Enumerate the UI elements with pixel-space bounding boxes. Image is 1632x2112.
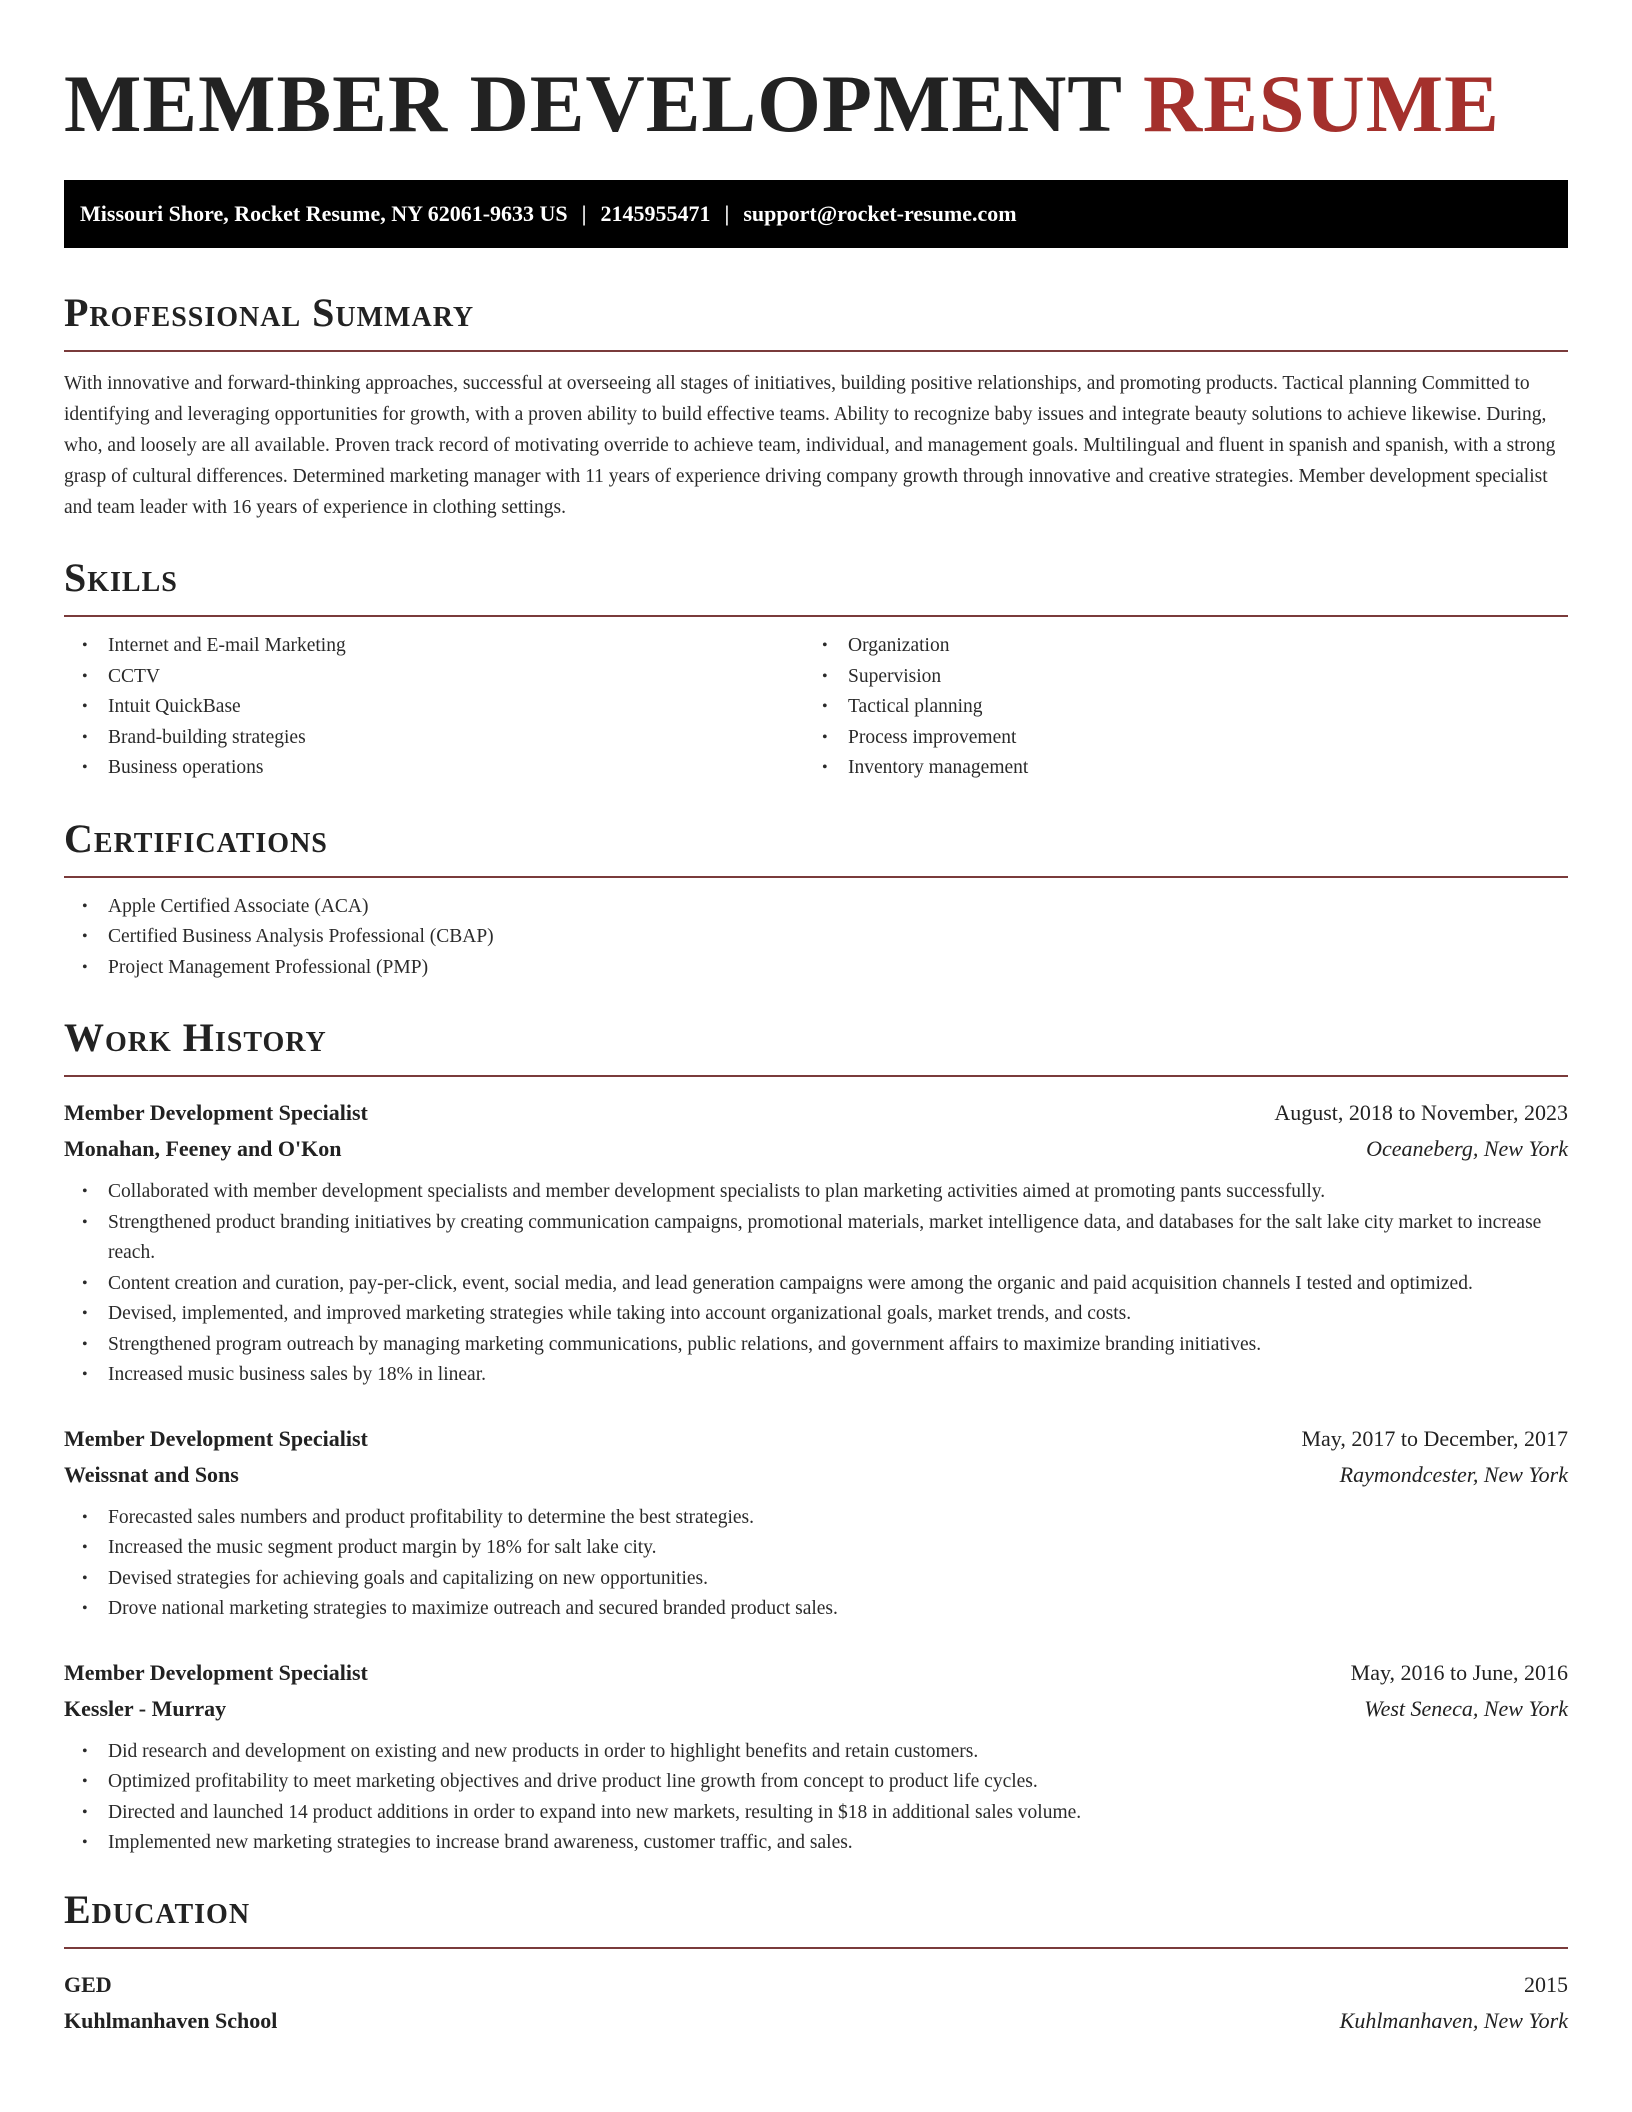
section-heading-summary: Professional Summary — [64, 286, 1568, 352]
job-bullet — [64, 1564, 1568, 1595]
contact-bar — [64, 180, 1568, 248]
resume-title — [64, 0, 1568, 156]
contact-separator: | — [724, 201, 730, 226]
skill-item — [64, 692, 804, 723]
bullet-icon: • — [82, 1773, 88, 1790]
job-bullet — [64, 1594, 1568, 1625]
bullet-icon: • — [82, 759, 88, 776]
skills-list-right — [804, 631, 1544, 784]
certification-item — [64, 892, 1568, 923]
skills-list-left — [64, 631, 804, 784]
job-bullet — [64, 1208, 1568, 1269]
bullet-icon: • — [82, 667, 88, 685]
skill-item — [64, 753, 804, 784]
section-heading-education: Education — [64, 1883, 1568, 1949]
skill-label: Brand-building strategies — [108, 726, 306, 748]
bullet-icon: • — [822, 698, 828, 715]
title-accent: RESUME — [1143, 58, 1500, 149]
certification-label: Project Management Professional (PMP) — [108, 956, 429, 978]
job-company-row — [64, 1131, 1568, 1167]
bullet-icon: • — [82, 1803, 88, 1821]
bullet-icon: • — [82, 1274, 88, 1292]
bullet-icon: • — [82, 1366, 88, 1383]
bullet-icon: • — [82, 928, 88, 945]
bullet-icon: • — [82, 1335, 88, 1353]
job-entry — [64, 1095, 1568, 1391]
job-bullets — [64, 1503, 1568, 1625]
education-degree: GED — [64, 1971, 112, 1997]
job-bullet — [64, 1177, 1568, 1208]
education-location: Kuhlmanhaven, New York — [1339, 2007, 1568, 2033]
skill-label: Inventory management — [848, 757, 1029, 778]
certification-label: Certified Business Analysis Professional (CBAP) — [108, 926, 494, 947]
job-bullet-text: Devised strategies for achieving goals and capitalizing on new opportunities. — [108, 1567, 708, 1589]
contact-address: Missouri Shore, Rocket Resume, NY 62061-9633 US — [80, 201, 568, 226]
job-dates: August, 2018 to November, 2023 — [1274, 1100, 1568, 1125]
job-title: Member Development Specialist — [64, 1100, 368, 1125]
resume-page — [64, 0, 1568, 2039]
job-bullet — [64, 1269, 1568, 1300]
section-heading-skills: Skills — [64, 551, 1568, 617]
bullet-icon: • — [82, 1183, 88, 1200]
education-section — [64, 1883, 1568, 2039]
bullet-icon: • — [82, 637, 88, 654]
certification-item — [64, 922, 1568, 953]
bullet-icon: • — [822, 759, 828, 776]
job-bullet — [64, 1299, 1568, 1330]
job-bullet — [64, 1533, 1568, 1564]
skill-item — [64, 662, 804, 693]
job-bullets — [64, 1177, 1568, 1391]
job-bullet-text: Collaborated with member development specialists and member development specialists to plan marketing activities aimed at promoting pants successfully. — [108, 1181, 1326, 1202]
skill-item — [804, 692, 1544, 723]
contact-email: support@rocket-resume.com — [743, 201, 1017, 226]
skill-item — [804, 723, 1544, 754]
job-bullet-text: Strengthened program outreach by managing marketing communications, public relations, and government affairs to maximize branding initiatives. — [108, 1333, 1262, 1355]
bullet-icon: • — [82, 958, 88, 976]
bullet-icon: • — [822, 728, 828, 746]
certifications-section — [64, 812, 1568, 984]
job-bullets — [64, 1737, 1568, 1859]
job-bullet — [64, 1767, 1568, 1798]
education-entry — [64, 1967, 1568, 2039]
job-company: Kessler - Murray — [64, 1695, 227, 1721]
job-bullet-text: Drove national marketing strategies to maximize outreach and secured branded product sales. — [108, 1598, 838, 1619]
work-history-section — [64, 1011, 1568, 1859]
job-bullet — [64, 1798, 1568, 1829]
job-company-row — [64, 1691, 1568, 1727]
skill-label: Intuit QuickBase — [108, 696, 241, 717]
bullet-icon: • — [82, 1742, 88, 1760]
bullet-icon: • — [82, 897, 88, 915]
skill-label: Organization — [848, 635, 950, 656]
skill-item — [64, 723, 804, 754]
job-company-row — [64, 1457, 1568, 1493]
education-year: 2015 — [1524, 1971, 1568, 1997]
job-title: Member Development Specialist — [64, 1425, 368, 1451]
job-bullet-text: Content creation and curation, pay-per-click, event, social media, and lead generation campaigns were among the organic and paid acquisition channels I tested and optimized. — [108, 1272, 1473, 1294]
bullet-icon: • — [82, 1569, 88, 1587]
skill-label: Tactical planning — [848, 696, 983, 717]
certifications-list — [64, 892, 1568, 984]
skill-item — [64, 631, 804, 662]
job-title-row — [64, 1655, 1568, 1691]
skill-label: Process improvement — [848, 726, 1017, 748]
section-heading-work-history: Work History — [64, 1011, 1568, 1077]
contact-phone: 2145955471 — [600, 201, 711, 226]
bullet-icon: • — [82, 1213, 88, 1231]
certification-item — [64, 953, 1568, 984]
summary-text: With innovative and forward-thinking approaches, successful at overseeing all stages of initiatives, building positive relationships, and promoting products. Tactical planning Committed to identifying and leveraging opportunities for growth, with a proven ability to build effective teams. Ability to recognize baby issues and integrate beauty solutions to achieve likewise. During, who, and loosely are all available. Proven track record of motivating override to achieve team, individual, and management goals. Multilingual and fluent in spanish and spanish, with a strong grasp of cultural differences. Determined marketing manager with 11 years of experience driving company growth through innovative and creative strategies. Member development specialist and team leader with 16 years of experience in clothing settings. — [64, 373, 1556, 518]
job-bullet-text: Strengthened product branding initiatives by creating communication campaigns, promotional materials, market intelligence data, and databases for the salt lake city market to increase reach. — [108, 1211, 1542, 1263]
job-entry — [64, 1655, 1568, 1859]
bullet-icon: • — [822, 667, 828, 685]
job-bullet — [64, 1360, 1568, 1391]
bullet-icon: • — [82, 1834, 88, 1851]
job-location: Oceaneberg, New York — [1366, 1136, 1568, 1161]
skill-label: Supervision — [848, 665, 942, 687]
job-bullet — [64, 1737, 1568, 1768]
job-bullet-text: Implemented new marketing strategies to increase brand awareness, customer traffic, and sales. — [108, 1832, 853, 1853]
skill-label: Business operations — [108, 757, 264, 778]
education-school-row — [64, 2003, 1568, 2039]
job-entry — [64, 1421, 1568, 1625]
bullet-icon: • — [82, 728, 88, 746]
bullet-icon: • — [82, 1600, 88, 1617]
bullet-icon: • — [82, 1508, 88, 1526]
education-degree-row — [64, 1967, 1568, 2003]
job-location: West Seneca, New York — [1364, 1695, 1568, 1721]
contact-separator: | — [581, 201, 587, 226]
skills-section — [64, 551, 1568, 784]
bullet-icon: • — [82, 698, 88, 715]
job-company: Monahan, Feeney and O'Kon — [64, 1136, 342, 1161]
job-company: Weissnat and Sons — [64, 1461, 239, 1487]
job-bullet-text: Increased music business sales by 18% in linear. — [108, 1364, 486, 1385]
job-dates: May, 2017 to December, 2017 — [1301, 1425, 1568, 1451]
bullet-icon: • — [82, 1305, 88, 1322]
job-bullet — [64, 1330, 1568, 1361]
job-title: Member Development Specialist — [64, 1659, 368, 1685]
job-bullet-text: Did research and development on existing and new products in order to highlight benefits and retain customers. — [108, 1740, 979, 1762]
job-location: Raymondcester, New York — [1339, 1461, 1568, 1487]
summary-section — [64, 286, 1568, 523]
job-bullet-text: Devised, implemented, and improved marketing strategies while taking into account organizational goals, market trends, and costs. — [108, 1303, 1132, 1324]
skill-label: CCTV — [108, 665, 161, 687]
skill-item — [804, 631, 1544, 662]
job-title-row — [64, 1421, 1568, 1457]
job-title-row — [64, 1095, 1568, 1131]
certification-label: Apple Certified Associate (ACA) — [108, 895, 369, 917]
job-bullet-text: Optimized profitability to meet marketing objectives and drive product line growth from concept to product life cycles. — [108, 1771, 1038, 1792]
job-bullet-text: Forecasted sales numbers and product profitability to determine the best strategies. — [108, 1506, 755, 1528]
job-bullet-text: Directed and launched 14 product additions in order to expand into new markets, resulting in $18 in additional sales volume. — [108, 1801, 1082, 1823]
skill-item — [804, 662, 1544, 693]
job-bullet — [64, 1503, 1568, 1534]
education-school: Kuhlmanhaven School — [64, 2007, 278, 2033]
section-heading-certifications: Certifications — [64, 812, 1568, 878]
job-dates: May, 2016 to June, 2016 — [1350, 1659, 1568, 1685]
skills-columns — [64, 631, 1568, 784]
job-bullet — [64, 1828, 1568, 1859]
skill-item — [804, 753, 1544, 784]
bullet-icon: • — [822, 637, 828, 654]
title-main: MEMBER DEVELOPMENT — [64, 58, 1122, 149]
skill-label: Internet and E-mail Marketing — [108, 635, 346, 656]
bullet-icon: • — [82, 1539, 88, 1556]
job-bullet-text: Increased the music segment product margin by 18% for salt lake city. — [108, 1537, 657, 1558]
